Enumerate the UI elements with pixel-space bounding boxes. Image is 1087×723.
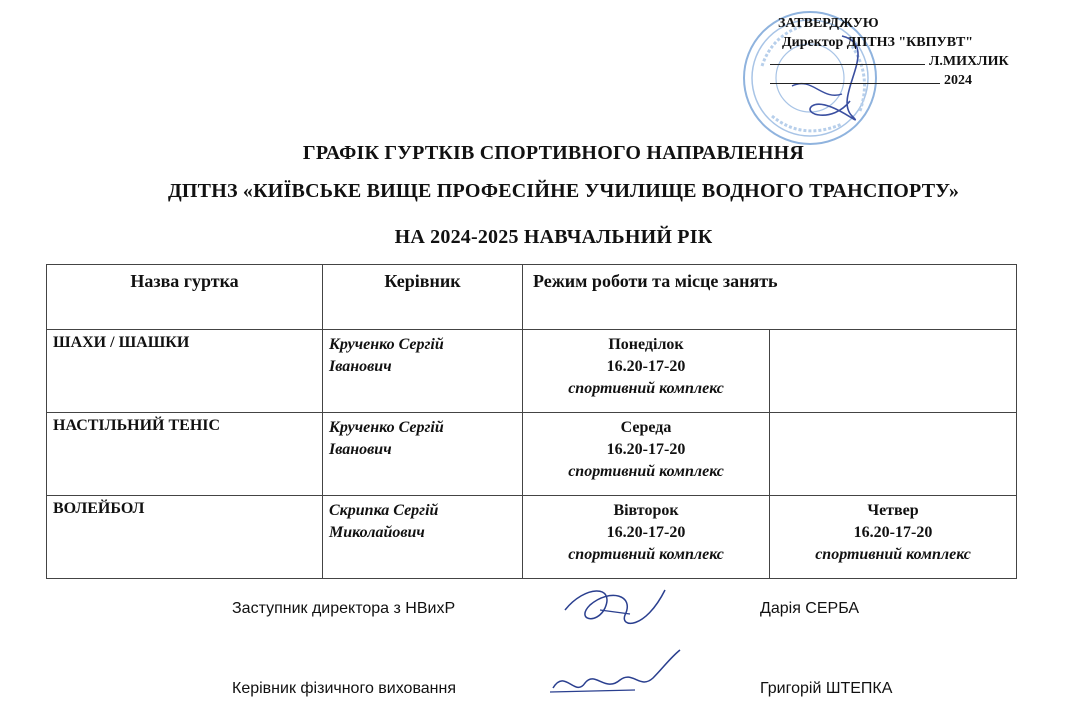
leader-patronymic: Іванович <box>329 358 392 375</box>
approval-name-line <box>770 52 1060 71</box>
approval-name: Л.МИХЛИК <box>929 54 1009 69</box>
slot-day: Вівторок <box>613 502 679 519</box>
schedule-table <box>46 264 1017 579</box>
leader-patronymic: Миколайович <box>329 524 425 541</box>
deputy-signature <box>555 580 685 640</box>
approval-date-line <box>770 71 1060 90</box>
club-leader <box>323 330 523 413</box>
approval-year: 2024 <box>944 73 972 88</box>
slot-place: спортивний комплекс <box>568 546 724 563</box>
slot-time: 16.20-17-20 <box>606 358 686 375</box>
club-leader <box>323 496 523 579</box>
slot-time: 16.20-17-20 <box>606 524 686 541</box>
schedule-slot <box>523 496 770 579</box>
table-row <box>47 413 1017 496</box>
deputy-name: Дарія СЕРБА <box>760 600 860 617</box>
leader-surname-name: Крученко Сергій <box>329 336 444 353</box>
approval-heading: ЗАТВЕРДЖУЮ <box>778 16 879 31</box>
schedule-slot <box>523 330 770 413</box>
pe-head-name: Григорій ШТЕПКА <box>760 680 893 697</box>
table-row <box>47 330 1017 413</box>
document-title: ГРАФІК ГУРТКІВ СПОРТИВНОГО НАПРАВЛЕННЯ <box>302 142 805 164</box>
schedule-slot-empty <box>770 330 1017 413</box>
club-name: ВОЛЕЙБОЛ <box>47 496 323 579</box>
slot-place: спортивний комплекс <box>568 380 724 397</box>
club-name: ШАХИ / ШАШКИ <box>47 330 323 413</box>
slot-day: Середа <box>620 419 672 436</box>
slot-time: 16.20-17-20 <box>606 441 686 458</box>
leader-patronymic: Іванович <box>329 441 392 458</box>
club-name: НАСТІЛЬНИЙ ТЕНІС <box>47 413 323 496</box>
approval-block <box>770 14 1060 90</box>
header-club-name: Назва гуртка <box>47 265 323 330</box>
club-leader <box>323 413 523 496</box>
academic-year-title: НА 2024-2025 НАВЧАЛЬНИЙ РІК <box>394 226 713 248</box>
schedule-slot-empty <box>770 413 1017 496</box>
approval-position: Директор ДПТНЗ "КВПУВТ" <box>782 35 974 50</box>
slot-place: спортивний комплекс <box>568 463 724 480</box>
leader-surname-name: Крученко Сергій <box>329 419 444 436</box>
slot-day: Понеділок <box>608 336 684 353</box>
pe-head-role: Керівник фізичного виховання <box>232 680 456 697</box>
slot-place: спортивний комплекс <box>815 546 971 563</box>
header-schedule: Режим роботи та місце занять <box>523 265 1017 330</box>
pe-head-signature <box>545 648 685 708</box>
leader-surname-name: Скрипка Сергій <box>329 502 439 519</box>
header-leader: Керівник <box>323 265 523 330</box>
slot-time: 16.20-17-20 <box>853 524 933 541</box>
schedule-slot <box>523 413 770 496</box>
table-row <box>47 496 1017 579</box>
table-header-row <box>47 265 1017 330</box>
deputy-role: Заступник директора з НВихР <box>232 600 456 617</box>
institution-title: ДПТНЗ «КИЇВСЬКЕ ВИЩЕ ПРОФЕСІЙНЕ УЧИЛИЩЕ ВОДНОГО ТРАНСПОРТУ» <box>167 180 960 202</box>
schedule-slot <box>770 496 1017 579</box>
slot-day: Четвер <box>867 502 919 519</box>
